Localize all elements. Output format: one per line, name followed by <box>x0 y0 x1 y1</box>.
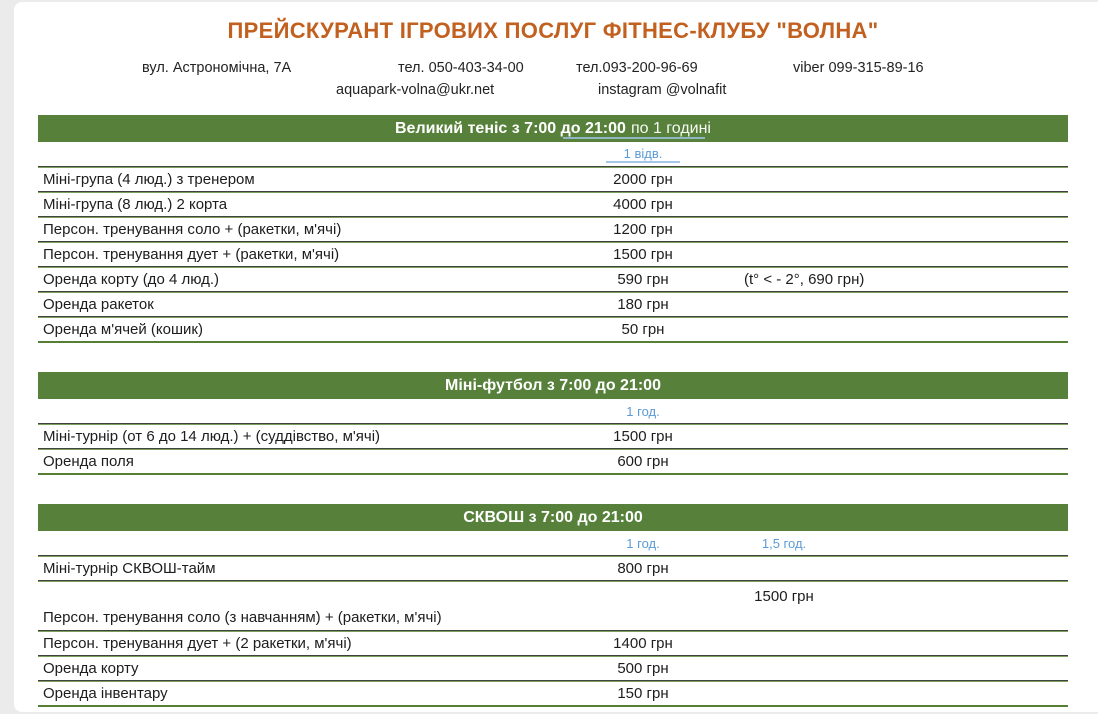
table-row <box>38 268 1068 291</box>
price-value: 4000 грн <box>613 196 673 213</box>
section-title: Міні-футбол з 7:00 до 21:00 <box>445 377 661 394</box>
column-header-label: 1 год. <box>626 403 660 419</box>
contact-viber: viber 099-315-89-16 <box>793 60 924 76</box>
table-row <box>38 193 1068 216</box>
column-header-label: 1 відв. <box>606 146 681 163</box>
column-header-row <box>38 531 1068 555</box>
table-row <box>38 632 1068 655</box>
contact-phone-2: тел.093-200-96-69 <box>576 60 698 76</box>
table-row <box>38 168 1068 191</box>
column-header <box>558 404 728 419</box>
column-header <box>558 536 728 551</box>
column-header-label: 1,5 год. <box>761 535 807 551</box>
price-value: 1200 грн <box>613 221 673 238</box>
section-title: Великий теніс з 7:00 до 21:00 <box>395 120 626 137</box>
table-row <box>38 318 1068 341</box>
table-bottom-border <box>38 705 1068 707</box>
table-row <box>38 218 1068 241</box>
table-row <box>38 450 1068 473</box>
price-value: 800 грн <box>617 560 669 577</box>
price-value: 1500 грн <box>613 428 673 445</box>
price-section <box>38 504 1068 707</box>
price-value: 500 грн <box>617 660 669 677</box>
price-value: 50 грн <box>621 321 665 338</box>
column-header <box>558 146 728 163</box>
price-value: 150 грн <box>617 685 669 702</box>
column-header <box>728 536 840 551</box>
table-row <box>38 425 1068 448</box>
service-label: Персон. тренування соло (з навчанням) + (ракетки, м'ячі) <box>43 609 442 626</box>
service-label: Оренда інвентару <box>43 685 168 702</box>
service-label: Міні-група (8 люд.) 2 корта <box>43 196 228 213</box>
service-label: Персон. тренування соло + (ракетки, м'ячі) <box>43 221 342 238</box>
price-section <box>38 115 1068 343</box>
price-value: 590 грн <box>617 271 669 288</box>
price-note: (t° < - 2°, 690 грн) <box>744 271 865 288</box>
price-tables <box>38 115 1068 707</box>
price-section <box>38 372 1068 475</box>
table-row <box>38 582 1068 630</box>
table-bottom-border <box>38 473 1068 475</box>
table-row <box>38 682 1068 705</box>
document-page <box>14 2 1098 712</box>
service-label: Персон. тренування дует + (ракетки, м'ячі) <box>43 246 340 263</box>
section-header-bar <box>38 372 1068 399</box>
column-header-label: 1 год. <box>626 535 660 551</box>
table-row <box>38 657 1068 680</box>
contact-info <box>38 58 1068 106</box>
table-bottom-border <box>38 341 1068 343</box>
page-title: ПРЕЙСКУРАНТ ІГРОВИХ ПОСЛУГ ФІТНЕС-КЛУБУ "ВОЛНА" <box>227 18 879 43</box>
section-subtitle: по 1 годині <box>630 120 711 137</box>
contact-email: aquapark-volna@ukr.net <box>336 82 495 98</box>
service-label: Оренда поля <box>43 453 134 470</box>
service-label: Оренда м'ячей (кошик) <box>43 321 203 338</box>
price-value: 600 грн <box>617 453 669 470</box>
service-label: Міні-група (4 люд.) з тренером <box>43 171 255 188</box>
contact-address: вул. Астрономічна, 7А <box>142 60 292 76</box>
table-row <box>38 243 1068 266</box>
price-value: 180 грн <box>617 296 669 313</box>
section-header-bar <box>38 504 1068 531</box>
service-label: Міні-турнір (от 6 до 14 люд.) + (суддівство, м'ячі) <box>43 428 381 445</box>
service-label: Оренда корту (до 4 люд.) <box>43 271 220 288</box>
price-value: 1400 грн <box>613 635 673 652</box>
section-header-bar <box>38 115 1068 142</box>
column-header-row <box>38 399 1068 423</box>
column-header-row <box>38 142 1068 166</box>
contact-instagram: instagram @volnafit <box>598 82 727 98</box>
section-title: СКВОШ з 7:00 до 21:00 <box>463 509 643 526</box>
service-label: Міні-турнір СКВОШ-тайм <box>43 560 216 577</box>
table-row <box>38 293 1068 316</box>
price-value-alt: 1500 грн <box>754 588 814 605</box>
document-content <box>38 18 1068 707</box>
service-label: Оренда корту <box>43 660 139 677</box>
table-row <box>38 557 1068 580</box>
service-label: Оренда ракеток <box>43 296 154 313</box>
header-underline-artifact <box>563 137 705 139</box>
price-value: 1500 грн <box>613 246 673 263</box>
contact-phone-1: тел. 050-403-34-00 <box>398 60 524 76</box>
service-label: Персон. тренування дует + (2 ракетки, м'ячі) <box>43 635 352 652</box>
price-value: 2000 грн <box>613 171 673 188</box>
